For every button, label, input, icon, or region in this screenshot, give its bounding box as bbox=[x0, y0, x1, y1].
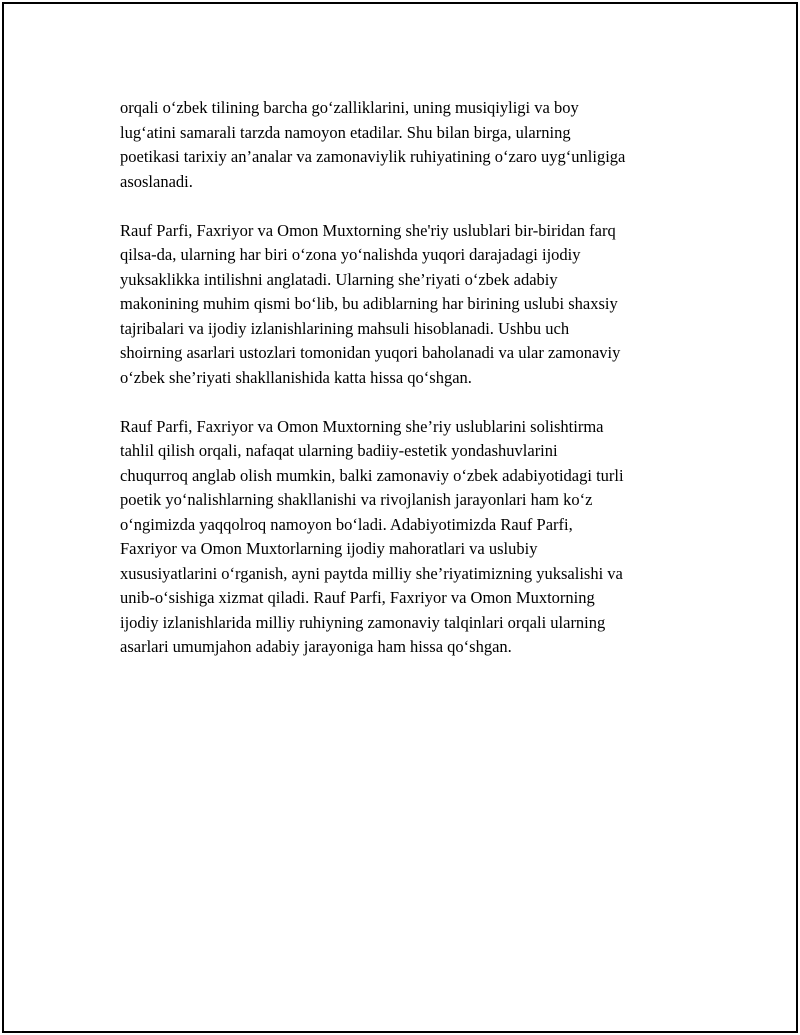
document-body bbox=[120, 96, 700, 684]
text-line: qilsa-da, ularning har biri o‘zona yo‘nalishda yuqori darajadagi ijodiy bbox=[120, 245, 581, 264]
text-line: asoslanadi. bbox=[120, 171, 193, 191]
text-line: o‘zbek she’riyati shakllanishida katta hissa qo‘shgan. bbox=[120, 367, 472, 387]
text-line: Rauf Parfi, Faxriyor va Omon Muxtorning she’riy uslublarini solishtirma bbox=[120, 416, 604, 436]
text-line: unib-o‘sishiga xizmat qiladi. Rauf Parfi, Faxriyor va Omon Muxtorning bbox=[120, 588, 595, 607]
paragraph-2 bbox=[120, 219, 700, 391]
text-line: Faxriyor va Omon Muxtorlarning ijodiy mahoratlari va uslubiy bbox=[120, 539, 538, 558]
text-line: poetik yo‘nalishlarning shakllanishi va rivojlanish jarayonlari ham ko‘z bbox=[120, 490, 593, 509]
text-line: makonining muhim qismi bo‘lib, bu adiblarning har birining uslubi shaxsiy bbox=[120, 294, 618, 313]
text-line: xususiyatlarini o‘rganish, ayni paytda milliy she’riyatimizning yuksalishi va bbox=[120, 563, 623, 583]
text-line: asarlari umumjahon adabiy jarayoniga ham hissa qo‘shgan. bbox=[120, 637, 512, 656]
text-line: tahlil qilish orqali, nafaqat ularning badiiy-estetik yondashuvlarini bbox=[120, 441, 558, 460]
text-line: Rauf Parfi, Faxriyor va Omon Muxtorning she'riy uslublari bir-biridan farq bbox=[120, 220, 616, 240]
text-line: orqali o‘zbek tilining barcha go‘zalliklarini, uning musiqiyligi va boy bbox=[120, 98, 579, 117]
text-line: chuqurroq anglab olish mumkin, balki zamonaviy o‘zbek adabiyotidagi turli bbox=[120, 465, 624, 485]
text-line: poetikasi tarixiy an’analar va zamonaviylik ruhiyatining o‘zaro uyg‘unligiga bbox=[120, 147, 626, 166]
text-line: o‘ngimizda yaqqolroq namoyon bo‘ladi. Adabiyotimizda Rauf Parfi, bbox=[120, 514, 573, 534]
text-line: ijodiy izlanishlarida milliy ruhiyning zamonaviy talqinlari orqali ularning bbox=[120, 612, 606, 632]
text-line: lug‘atini samarali tarzda namoyon etadilar. Shu bilan birga, ularning bbox=[120, 122, 571, 142]
text-line: tajribalari va ijodiy izlanishlarining mahsuli hisoblanadi. Ushbu uch bbox=[120, 318, 570, 338]
text-line: shoirning asarlari ustozlari tomonidan yuqori baholanadi va ular zamonaviy bbox=[120, 343, 621, 362]
page-frame bbox=[2, 2, 798, 1033]
paragraph-3 bbox=[120, 415, 700, 660]
text-line: yuksaklikka intilishni anglatadi. Ularning she’riyati o‘zbek adabiy bbox=[120, 269, 558, 289]
paragraph-1 bbox=[120, 96, 700, 194]
